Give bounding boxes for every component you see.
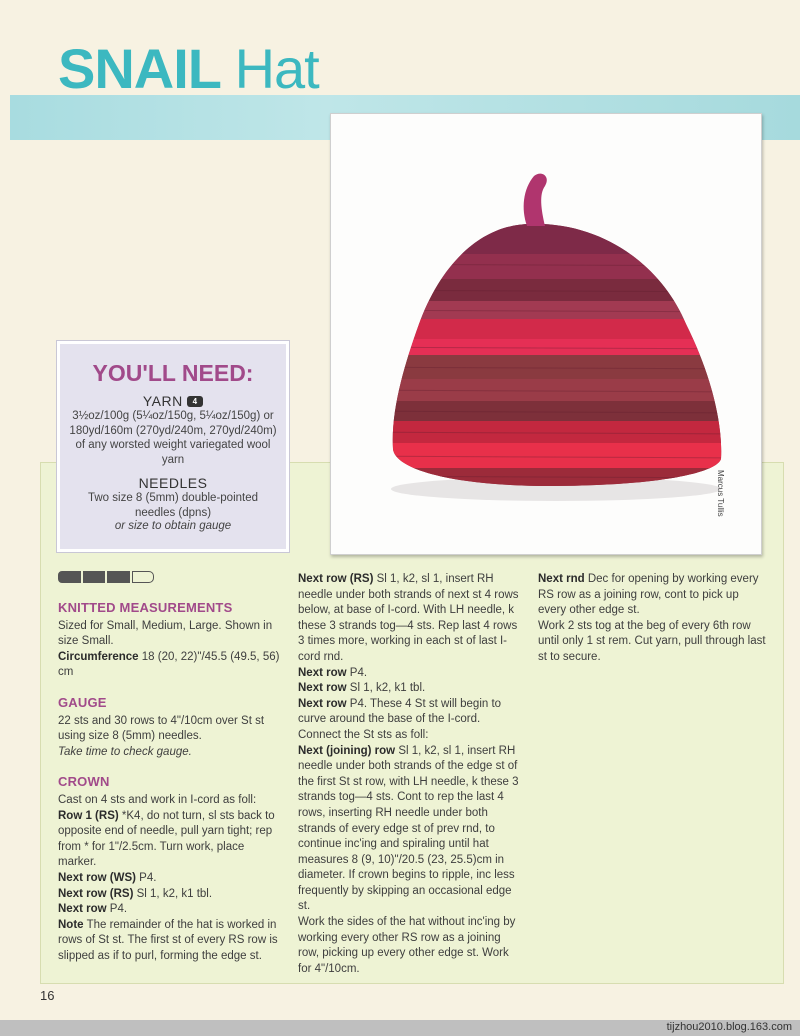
photo-credit: Marcus Tullis <box>716 470 725 517</box>
gauge-text: 22 sts and 30 rows to 4"/10cm over St st using size 8 (5mm) needles. <box>58 714 265 743</box>
sides-text: Work the sides of the hat without inc'ing by working every other RS row as a joining row, picking up every other edge st. Work for 4"/10cm. <box>298 916 516 975</box>
circumference-text: 18 (20, 22)"/45.5 (49.5, 56) cm <box>58 650 280 679</box>
c2-row1-line <box>298 572 524 666</box>
needles-text: Two size 8 (5mm) double-pointed needles (dpns) <box>87 492 259 519</box>
row4-label: Next row <box>58 903 107 916</box>
c2-row1-label: Next row (RS) <box>298 573 374 585</box>
page-number: 16 <box>40 988 55 1003</box>
measurements-text: Sized for Small, Medium, Large. Shown in size Small. <box>58 619 273 648</box>
column-2 <box>298 572 524 977</box>
crown-intro: Cast on 4 sts and work in I-cord as foll: <box>58 793 257 806</box>
skill-segment-1 <box>58 571 81 583</box>
gauge-note: Take time to check gauge. <box>58 745 192 758</box>
finish-text: Work 2 sts tog at the beg of every 6th row until only 1 st rem. Cut yarn, pull through last st to secure. <box>538 619 766 663</box>
youll-need-box <box>57 341 289 552</box>
title-bold: SNAIL <box>58 37 220 100</box>
yarn-label: YARN <box>142 393 183 409</box>
yarn-text: 3½oz/100g (5¼oz/150g, 5¼oz/150g) or 180yd/160m (270yd/240m, 270yd/240m) of any worsted weight variegated wool yarn <box>69 410 277 466</box>
c2-row2-line <box>298 666 524 682</box>
note-text: The remainder of the hat is worked in rows of St st. The first st of every RS row is slipped as if to purl, forming the edge st. <box>58 918 278 962</box>
c2-row3-text: Sl 1, k2, k1 tbl. <box>349 682 426 695</box>
yarn-heading <box>60 393 286 409</box>
page-title <box>58 38 319 100</box>
c2-row1-text: Sl 1, k2, sl 1, insert RH needle under both strands of next st 4 rows below, at base of I-cord. With LH needle, k these 3 strands tog—4 sts. Rep last 4 rows 3 times more, working in each st of last I-cord rnd. <box>298 573 519 663</box>
title-light: Hat <box>234 37 319 100</box>
row1-text: *K4, do not turn, sl sts back to opposite end of needle, pull yarn tight; rep from * for 1"/2.5cm. Turn work, place marker. <box>58 809 275 869</box>
note-label: Note <box>58 918 84 931</box>
connect-text: Connect the St sts as foll: <box>298 728 429 741</box>
next-rnd-text: Dec for opening by working every RS row as a joining row, cont to pick up every other edge st. <box>538 573 759 617</box>
c2-row3-label: Next row <box>298 682 347 695</box>
row1-line <box>58 809 280 871</box>
row3-label: Next row (RS) <box>58 887 134 900</box>
c2-row4-text: P4. These 4 St st will begin to curve around the base of the I-cord. <box>298 697 502 726</box>
joining-row-line <box>298 744 524 916</box>
needles-note: or size to obtain gauge <box>114 520 232 532</box>
row1-label: Row 1 (RS) <box>58 809 119 822</box>
c2-row4-label: Next row <box>298 697 347 710</box>
skill-segment-2 <box>83 571 106 583</box>
skill-segment-4 <box>132 571 155 583</box>
row3-line <box>58 887 280 903</box>
c2-row3-line <box>298 681 524 697</box>
row4-text: P4. <box>109 903 128 916</box>
row2-text: P4. <box>139 871 157 884</box>
c2-row4-line <box>298 697 524 728</box>
column-3 <box>538 572 766 666</box>
joining-row-text: Sl 1, k2, sl 1, insert RH needle under both strands of the edge st of the first St st row, with LH needle, k these 3 strands tog—4 sts. Cont to rep the last 4 rows, inserting RH needle under both strands of every edge st of prev rnd, to continue inc'ing and spiraling until hat measures 8 (9, 10)"/20.5 (23, 25.5)cm in diameter. If crown begins to ripple, inc less frequently by skipping an occasional edge st. <box>298 744 519 913</box>
row4-line <box>58 902 280 918</box>
youll-need-heading: YOU'LL NEED: <box>92 360 254 386</box>
yarn-weight-icon: 4 <box>187 396 203 407</box>
note-line <box>58 918 280 965</box>
row3-text: Sl 1, k2, k1 tbl. <box>136 887 213 900</box>
measurements-heading: KNITTED MEASUREMENTS <box>58 600 233 615</box>
column-1 <box>58 600 280 964</box>
crown-heading: CROWN <box>58 774 110 790</box>
hat-photo <box>330 113 762 555</box>
watermark: tijzhou2010.blog.163.com <box>666 1021 792 1033</box>
gauge-heading: GAUGE <box>58 694 107 710</box>
skill-segment-3 <box>107 571 130 583</box>
c2-row2-text: P4. <box>349 666 368 679</box>
row2-line <box>58 871 280 887</box>
c2-row2-label: Next row <box>298 666 347 679</box>
hat-illustration <box>331 114 761 554</box>
next-rnd-line <box>538 572 766 619</box>
circumference-line <box>58 650 280 681</box>
next-rnd-label: Next rnd <box>538 573 585 585</box>
row2-label: Next row (WS) <box>58 871 136 884</box>
circumference-label: Circumference <box>58 650 139 663</box>
joining-row-label: Next (joining) row <box>298 744 396 757</box>
skill-level-meter <box>58 571 154 583</box>
needles-label: NEEDLES <box>138 475 208 491</box>
